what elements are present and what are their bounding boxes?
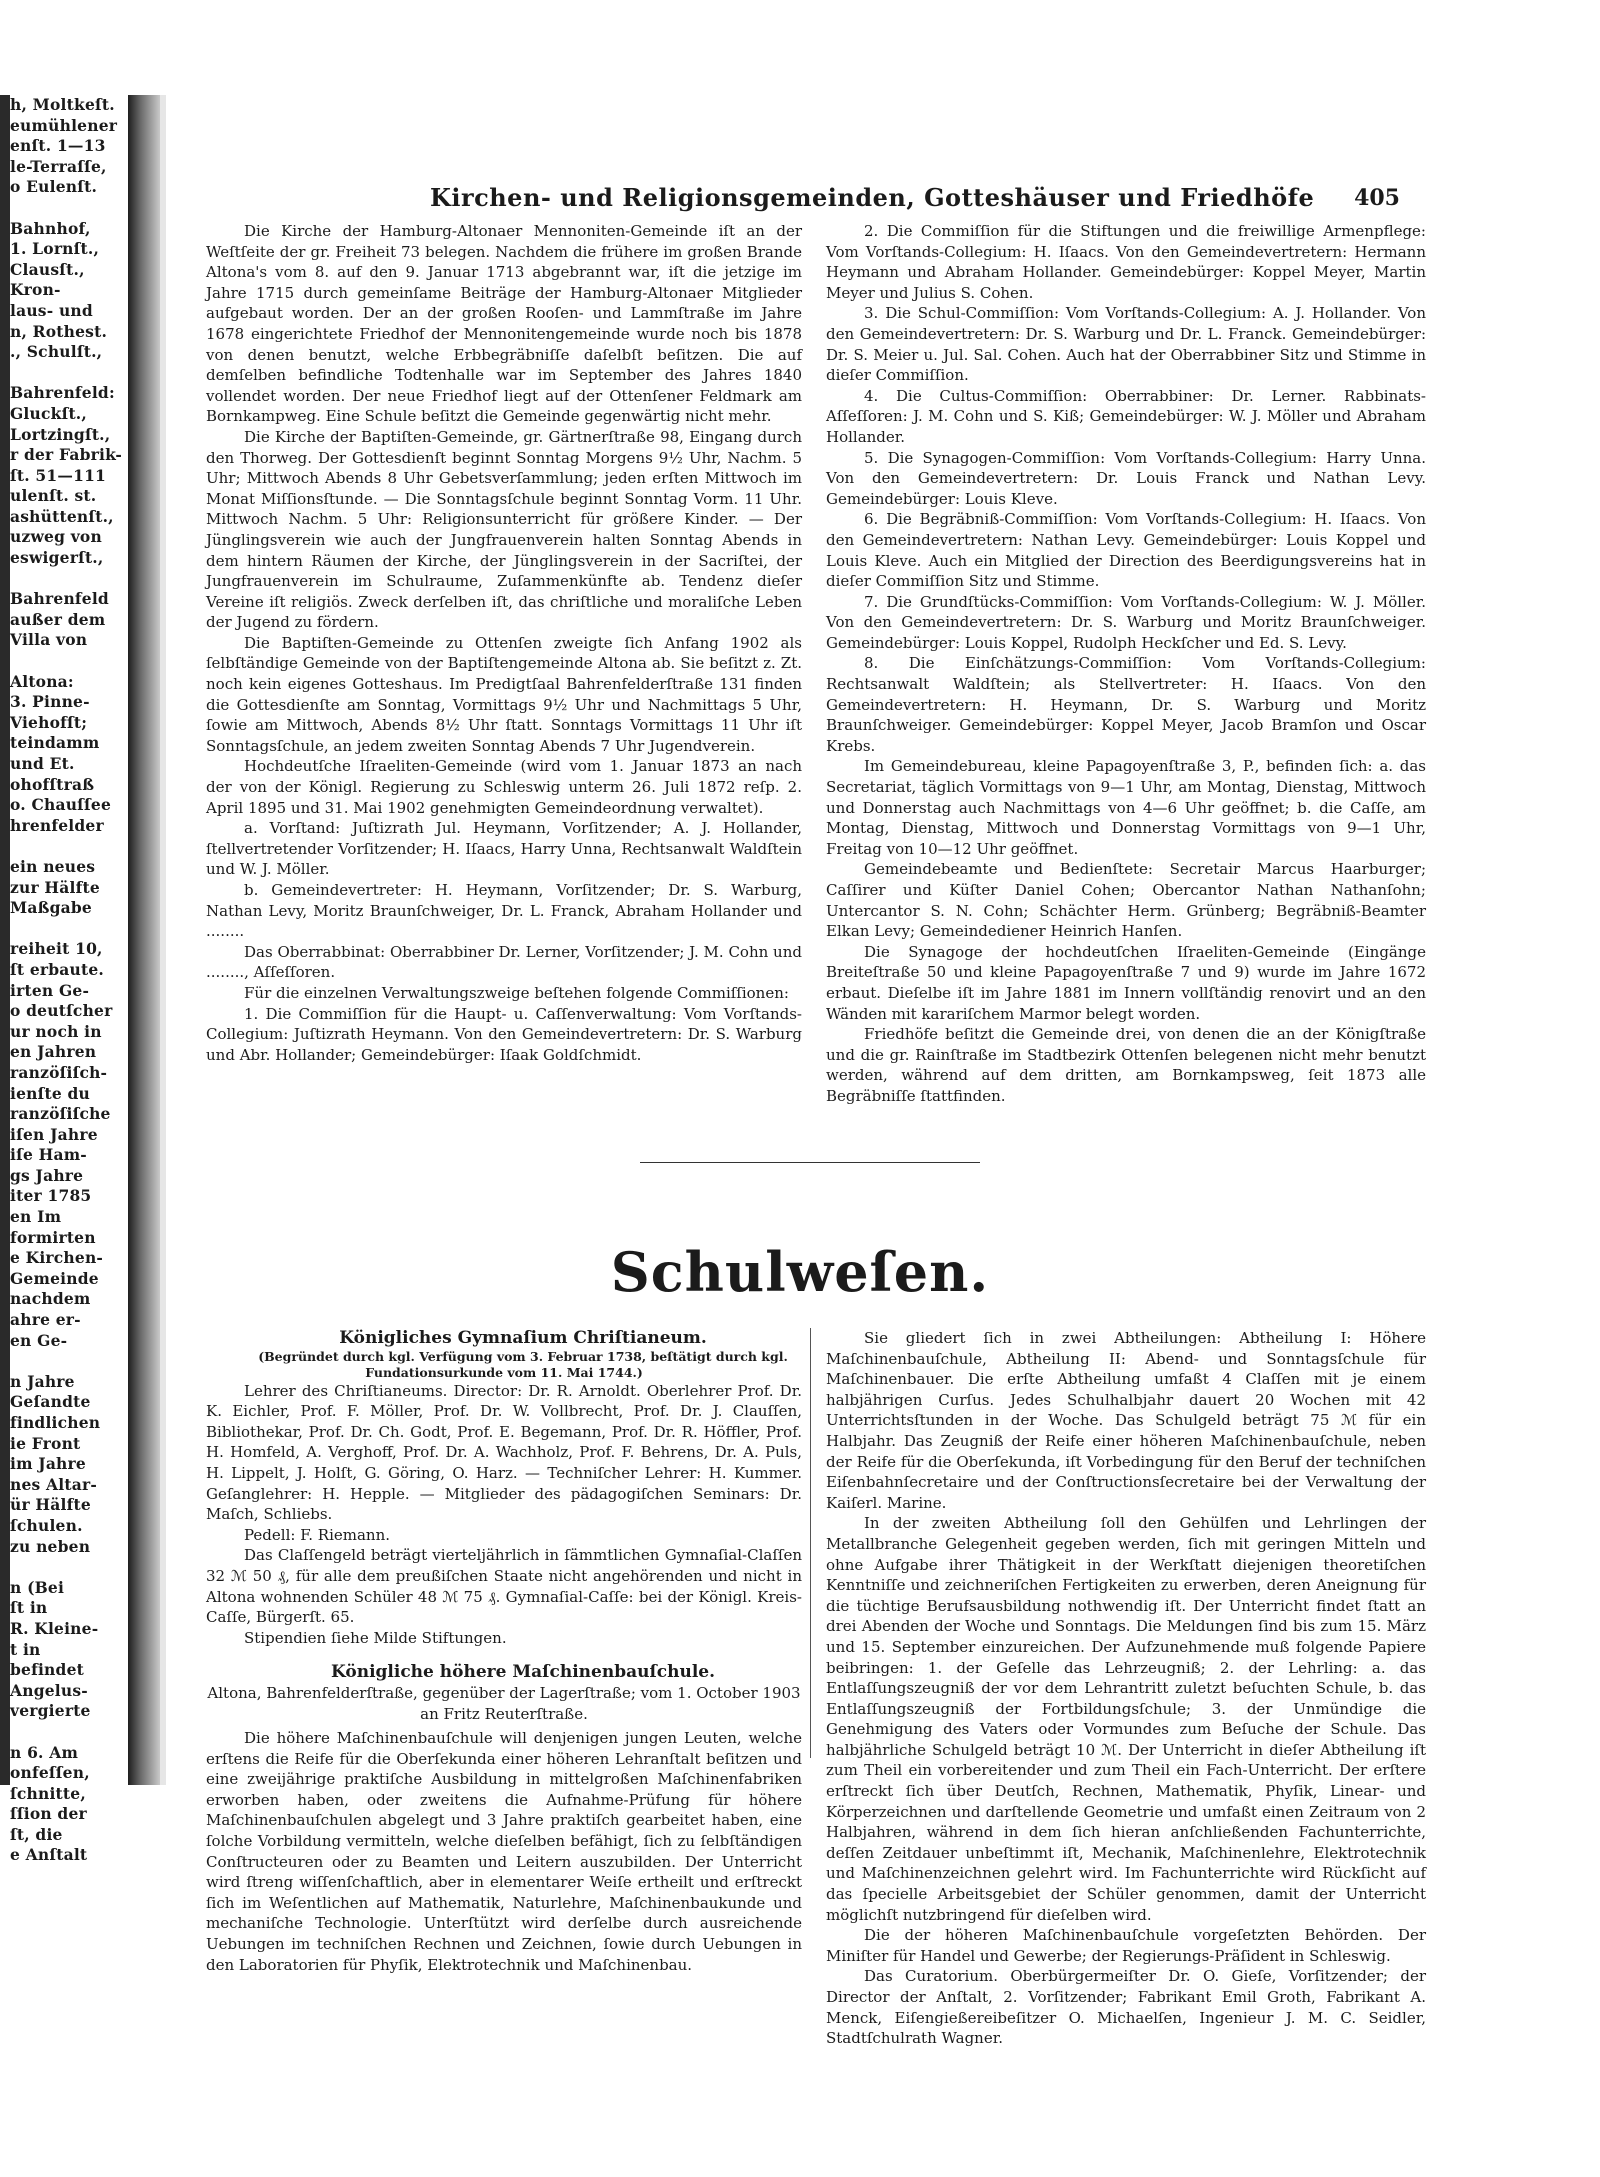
scan-edge [0,95,10,1785]
margin-fragment: ranzöſiſch- [10,1062,108,1082]
margin-fragment: en Jahren [10,1042,97,1062]
margin-fragment: Clausſt., [10,259,85,279]
margin-fragment: o deutſcher [10,1001,113,1021]
margin-fragment [10,836,128,857]
margin-fragment: vergierte [10,1701,91,1721]
margin-fragment: en Im [10,1207,62,1227]
page-header [230,183,1400,217]
margin-fragment: uzweg von [10,527,102,547]
margin-fragment: Maßgabe [10,898,92,918]
column-2 [826,221,1426,1107]
margin-fragment: Bahnhof, [10,218,91,238]
margin-fragment: ur noch in [10,1021,102,1041]
margin-fragment: nes Altar- [10,1474,97,1494]
margin-fragment: ienſte du [10,1083,91,1103]
paragraph-commission-4: 4. Die Cultus-Commiſſion: Oberrabbiner: Dr. Lerner. Rabbinats-Aſſeſſoren: J. M. Cohn und S. Kiß; Gemeindebürger: W. J. Möller und Abraham Hollander. [826,386,1426,446]
paragraph-mennoniten: Die Kirche der Hamburg-Altonaer Mennoniten-Gemeinde iſt an der Weſtſeite der gr. Freiheit 73 belegen. Nachdem die frühere im großen Brande Altona's vom 8. auf den 9. Januar 1713 abgebrannt war, iſt die jetzige im Jahre 1715 durch gemeinſame Beiträge der Hamburg-Altonaer Mitglieder aufgebaut worden. Der an der großen Rooſen- und Lammſtraße im Jahre 1678 eingerichtete Friedhof der Mennonitengemeinde wurde noch bis 1878 von denen benutzt, welche Erbbegräbniſſe daſelbſt beſitzen. Die auf demſelben befindliche Todtenhalle war im September des Jahres 1840 vollendet worden. Der neue Friedhof liegt auf der Ottenſener Feldmark am Bornkampweg. Eine Schule beſitzt die Gemeinde gegenwärtig nicht mehr. [206,222,802,426]
margin-fragment: Gluckſt., [10,403,87,423]
paragraph-beamte: Gemeindebeamte und Bedienſtete: Secretair Marcus Haarburger; Caſſirer und Küſter Daniel Cohen; Obercantor Nathan Nathanſohn; Untercantor S. N. Cohn; Schächter Herm. Grünberg; Begräbniß-Beamter Elkan Levy; Gemeindediener Heinrich Hanſen. [826,860,1426,941]
margin-fragment: Gemeinde [10,1268,99,1288]
margin-fragment: ür Hälfte [10,1495,91,1515]
margin-fragment: ſt, die [10,1824,63,1844]
margin-fragment: ſchulen. [10,1515,83,1535]
paragraph-commission-7: 7. Die Grundſtücks-Commiſſion: Vom Vorſtands-Collegium: W. J. Möller. Von den Gemeindevertretern: Dr. S. Warburg und Moritz Braunſchweiger. Gemeindebürger: Louis Koppel, Rudolph Heckſcher und Ed. S. Levy. [826,592,1426,652]
column-1 [206,221,802,1065]
margin-fragment [10,1351,128,1372]
margin-fragment: le-Terraſſe, [10,156,107,176]
paragraph-commission-6: 6. Die Begräbniß-Commiſſion: Vom Vorſtands-Collegium: H. Iſaacs. Von den Gemeindevertretern: Nathan Levy. Gemeindebürger: Louis Koppel und Louis Kleve. Auch ein Mitglied der Direction des Beerdigungsvereins hat in dieſer Commiſſion Sitz und Stimme. [826,510,1426,591]
margin-fragment: außer dem [10,609,106,629]
margin-fragment: irten Ge- [10,980,90,1000]
margin-fragment: eumühlener [10,115,118,135]
paragraph-pedell: Pedell: F. Riemann. [244,1525,391,1544]
paragraph-oberrabbinat: Das Oberrabbinat: Oberrabbiner Dr. Lerner, Vorſitzender; J. M. Cohn und ........, Aſſeſſoren. [206,942,802,982]
paragraph-zweite-abtheilung: In der zweiten Abtheilung ſoll den Gehülfen und Lehrlingen der Metallbranche Gelegenheit gegeben werden, ſich mit geringen Mitteln und ohne Aufgabe ihrer Thätigkeit in der Werkſtatt diejenigen theoretiſchen Kenntniſſe und zeichneriſchen Fertigkeiten zu erwerben, deren Aneignung für die tüchtige Berufsausbildung nothwendig iſt. Der Unterricht findet ſtatt an drei Abenden der Woche und Sonntags. Die Meldungen ſind bis zum 15. März und 15. September einzureichen. Der Aufzunehmende muß folgende Papiere beibringen: 1. der Geſelle das Lehrzeugniß; 2. der Lehrling: a. das Entlaſſungszeugniß der vor dem Lehrantritt zuletzt beſuchten Schule, b. das Entlaſſungszeugniß der Fortbildungsſchule; 3. der Unmündige die Genehmigung des Vaters oder Vormundes zum Beſuche der Schule. Das halbjährliche Schulgeld beträgt 10 ℳ. Der Unterricht in dieſer Abtheilung iſt zum Theil ein vorbereitender und zum Theil ein Fach-Unterricht. Der erſtere erſtreckt ſich über Deutſch, Rechnen, Mathematik, Phyſik, Linear- und Körperzeichnen und darſtellende Geometrie und umfaßt einen Zeitraum von 2 Halbjahren, während in dem ſich hieran anſchließenden Fachunterrichte, deſſen Zeitdauer unbeſtimmt iſt, Mechanik, Maſchinenlehre, Elektrotechnik und Maſchinenzeichnen gelehrt wird. Im Fachunterrichte wird Rückſicht auf das ſpecielle Arbeitsgebiet der Schüler genommen, damit der Unterricht möglichſt nutzbringend für dieſelben wird. [826,1514,1426,1924]
margin-fragment: ſſion der [10,1804,87,1824]
section-divider [640,1162,980,1163]
column-4 [826,1328,1426,2049]
paragraph-stipendien: Stipendien ſiehe Milde Stiftungen. [244,1628,507,1647]
margin-fragment: o Eulenſt. [10,177,98,197]
margin-fragment: findlichen [10,1413,101,1432]
margin-fragment: gs Jahre [10,1165,84,1185]
margin-fragment: zu neben [10,1536,91,1556]
margin-fragment: n (Bei [10,1577,65,1597]
margin-fragment: en Ge- [10,1330,68,1350]
margin-fragment: n 6. Am [10,1742,79,1762]
margin-fragment: ie Front [10,1433,81,1453]
margin-fragment: t in [10,1639,41,1659]
margin-fragment: Villa von [10,630,88,650]
paragraph-lehrer: Lehrer des Chriſtianeums. Director: Dr. R. Arnoldt. Oberlehrer Prof. Dr. K. Eichler, Prof. F. Möller, Prof. Dr. W. Vollbrecht, Prof. Dr. J. Clauſſen, Bibliothekar, Prof. Dr. Ch. Godt, Prof. E. Begemann, Prof. Dr. R. Höffler, Prof. H. Homfeld, A. Verghoff, Prof. Dr. A. Wachholz, Prof. F. Behrens, Dr. A. Puls, H. Lippelt, J. Holſt, G. Göring, O. Harz. — Techniſcher Lehrer: H. Kummer. Geſanglehrer: H. Hepple. — Mitglieder des pädagogiſchen Seminars: Dr. Maſch, Schliebs. [206,1381,802,1524]
paragraph-maschinenbauschule: Die höhere Maſchinenbauſchule will denjenigen jungen Leuten, welche erſtens die Reife für die Oberſekunda einer höheren Lehranſtalt beſitzen und eine zweijährige praktiſche Ausbildung in mittelgroßen Maſchinenfabriken erworben haben, oder zweitens die Aufnahme-Prüfung für höhere Maſchinenbauſchulen abgelegt und 3 Jahre praktiſch gearbeitet haben, eine ſolche Vorbildung vermitteln, welche dieſelben befähigt, ſich zu ſelbſtändigen Conſtructeuren oder zu Beamten und Leitern auszubilden. Der Unterricht wird ſtreng wiſſenſchaftlich, aber in elementarer Weiſe ertheilt und erſtreckt ſich im Weſentlichen auf Mathematik, Naturlehre, Maſchinenbaukunde und mechaniſche Technologie. Unterſtützt wird derſelbe durch ausreichende Uebungen im techniſchen Rechnen und Zeichnen, ſowie durch Uebungen in den Laboratorien für Phyſik, Elektrotechnik und Maſchinenbau. [206,1729,802,1974]
margin-fragment: und Et. [10,754,75,773]
margin-fragment: ſt. 51—111 [10,465,107,485]
margin-fragment: enſt. 1—13 [10,136,106,156]
maschinenbauschule-heading: Königliche höhere Maſchinenbauſchule. [330,1662,716,1683]
margin-fragment: Bahrenfeld: [10,383,115,403]
section-heading: Schulweſen. [610,1240,990,1304]
margin-fragment: n, Rothest. [10,321,108,341]
margin-fragment: ashüttenſt., [10,506,114,526]
margin-fragment: ſchnitte, [10,1783,86,1803]
margin-fragment: zur Hälfte [10,877,100,897]
margin-fragment: iſe Ham- [10,1145,87,1165]
margin-fragment: ein neues [10,856,96,876]
paragraph-baptisten: Die Kirche der Baptiſten-Gemeinde, gr. Gärtnerſtraße 98, Eingang durch den Thorweg. Der Gottesdienſt beginnt Sonntag Morgens 9½ Uhr, Nachm. 5 Uhr; Mittwoch Abends 8 Uhr Gebetsverſammlung; jeden erſten Mittwoch im Monat Miſſionsſtunde. — Die Sonntagsſchule beginnt Sonntag Vorm. 11 Uhr. Mittwoch Nachm. 5 Uhr: Religionsunterricht für größere Kinder. — Der Jünglingsverein wie auch der Jungfrauenverein halten Sonntag Abends in dem hintern Räumen der Kirche, der Jünglingsverein in der Sacriſtei, der Jungfrauenverein im Schulraume, Zuſammenkünfte ab. Tendenz dieſer Vereine iſt religiös. Zweck derſelben iſt, das chriſtliche und moraliſche Leben der Jugend zu fördern. [206,427,802,632]
margin-fragment: hrenfelder [10,815,104,835]
margin-fragment: ulenſt. st. [10,486,97,506]
page-number: 405 [1354,185,1400,211]
margin-fragment: laus- und [10,300,93,320]
margin-fragment: o. Chauſſee [10,795,112,815]
margin-fragment: e Kirchen- [10,1248,104,1268]
margin-fragment: 3. Pinne- [10,692,90,712]
paragraph-commissionen: Für die einzelnen Verwaltungszweige beſtehen folgende Commiſſionen: [244,983,789,1002]
paragraph-commission-3: 3. Die Schul-Commiſſion: Vom Vorſtands-Collegium: A. J. Hollander. Von den Gemeindevertretern: Dr. S. Warburg und Dr. L. Franck. Gemeindebürger: Dr. S. Meier u. Jul. Sal. Cohen. Auch hat der Oberrabbiner Sitz und Stimme in dieſer Commiſſion. [826,304,1426,385]
margin-fragment: ahre er- [10,1310,81,1330]
left-page-margin [10,95,128,1865]
paragraph-curatorium: Das Curatorium. Oberbürgermeiſter Dr. O. Gieſe, Vorſitzender; der Director der Anſtalt, 2. Vorſitzender; Fabrikant Emil Groth, Fabrikant A. Menck, Eiſengießereibeſitzer O. Michaelſen, Ingenieur J. M. C. Seidler, Stadtſchulrath Wagner. [826,1967,1426,2048]
paragraph-classengeld: Das Claſſengeld beträgt vierteljährlich in ſämmtlichen Gymnaſial-Claſſen 32 ℳ 50 ₰, für alle dem preußiſchen Staate nicht angehörenden und nicht in Altona wohnenden Schüler 48 ℳ 75 ₰. Gymnaſial-Caſſe: bei der Königl. Kreis-Caſſe, Bürgerſt. 65. [206,1546,802,1627]
paragraph-commission-5: 5. Die Synagogen-Commiſſion: Vom Vorſtands-Collegium: Harry Unna. Von den Gemeindevertretern: Dr. Louis Franck und Nathan Levy. Gemeindebürger: Louis Kleve. [826,448,1426,508]
margin-fragment: iſen Jahre [10,1124,98,1144]
gymnasium-heading: Königliches Gymnaſium Chriſtianeum. [339,1328,707,1348]
page-edge [160,95,166,1785]
margin-fragment [10,1557,128,1578]
margin-fragment: im Jahre [10,1454,86,1474]
margin-fragment: ., Schulſt., [10,342,103,362]
maschinenbauschule-address: Altona, Bahrenfelderſtraße, gegenüber der Lagerſtraße; vom 1. October 1903 an Fritz Reuterſtraße. [207,1683,801,1723]
margin-fragment: nachdem [10,1289,91,1309]
margin-fragment: 1. Lornſt., [10,239,100,259]
margin-fragment [10,569,128,590]
margin-fragment: onfeſſen, [10,1763,90,1783]
margin-fragment: Kron- [10,280,61,300]
margin-fragment: Altona: [10,671,74,691]
paragraph-gemeindevertreter: b. Gemeindevertreter: H. Heymann, Vorſitzender; Dr. S. Warburg, Nathan Levy, Moritz Braunſchweiger, Dr. L. Franck, Abraham Hollander und ........ [206,881,802,941]
margin-fragment [10,651,128,672]
margin-fragment: Bahrenfeld [10,589,109,609]
margin-fragment: Geſandte [10,1392,91,1412]
book-spine [128,95,160,1785]
margin-fragment: iter 1785 [10,1186,92,1206]
paragraph-commission-2: 2. Die Commiſſion für die Stiftungen und die freiwillige Armenpflege: Vom Vorſtands-Collegium: H. Iſaacs. Von den Gemeindevertretern: Hermann Heymann und Abraham Hollander. Gemeindebürger: Koppel Meyer, Martin Meyer und Julius S. Cohen. [826,222,1426,302]
margin-fragment [10,919,128,940]
margin-fragment: Angelus- [10,1680,88,1700]
column-3 [206,1328,802,1975]
margin-fragment: befindet [10,1660,84,1680]
margin-fragment: formirten [10,1227,96,1247]
margin-fragment: Lortzingſt., [10,424,111,444]
margin-fragment: ranzöſiſche [10,1104,111,1124]
margin-fragment [10,1722,128,1743]
paragraph-gemeindebureau: Im Gemeindebureau, kleine Papagoyenſtraße 3, P., befinden ſich: a. das Secretariat, täglich Vormittags von 9—1 Uhr, am Montag, Dienstag, Mittwoch und Donnerstag auch Nachmittags von 4—6 Uhr geöffnet; b. die Caſſe, am Montag, Dienstag, Mittwoch und Donnerstag Vormittags von 9—1 Uhr, Freitag von 10—12 Uhr geöffnet. [826,757,1426,858]
paragraph-baptisten-ottensen: Die Baptiſten-Gemeinde zu Ottenſen zweigte ſich Anfang 1902 als ſelbſtändige Gemeinde von der Baptiſtengemeinde Altona ab. Sie beſitzt z. Zt. noch kein eigenes Gotteshaus. Im Predigtſaal Bahrenfelderſtraße 131 finden die Gottesdienſte am Sonntag, Vormittags 9½ Uhr und Nachmittags 5 Uhr, ſowie am Mittwoch, Abends 8½ Uhr ſtatt. Sonntags Vormittags 11 Uhr iſt Sonntagsſchule, an jedem zweiten Sonntag Abends 7 Uhr Jugendverein. [206,633,802,755]
margin-fragment: h, Moltkeſt. [10,95,115,114]
paragraph-friedhoefe: Friedhöfe beſitzt die Gemeinde drei, von denen die an der Königſtraße und die gr. Rainſtraße im Stadtbezirk Ottenſen belegenen nicht mehr benutzt werden, während auf dem dritten, am Bornkampsweg, ſeit 1873 alle Begräbniſſe ſtattfinden. [826,1025,1426,1105]
margin-fragment: r der Fabrik- [10,445,123,465]
margin-fragment: ſt erbaute. [10,959,105,979]
paragraph-behoerden: Die der höheren Maſchinenbauſchule vorgeſetzten Behörden. Der Miniſter für Handel und Gewerbe; der Regierungs-Präſident in Schleswig. [826,1926,1426,1965]
margin-fragment: R. Kleine- [10,1618,99,1638]
paragraph-commission-8: 8. Die Einſchätzungs-Commiſſion: Vom Vorſtands-Collegium: Rechtsanwalt Waldſtein; als Stellvertreter: H. Iſaacs. Von den Gemeindevertretern: H. Heymann, Dr. S. Warburg und Moritz Braunſchweiger. Gemeindebürger: Koppel Meyer, Jacob Bramſon und Oscar Krebs. [826,654,1426,755]
margin-fragment: ohofſtraß [10,774,95,794]
running-title: Kirchen- und Religionsgemeinden, Gotteshäuser und Friedhöfe [430,183,1315,212]
margin-fragment: Viehofſt; [10,712,88,732]
gymnasium-note: (Begründet durch kgl. Verfügung vom 3. Februar 1738, beſtätigt durch kgl. Fundationsurkunde vom 11. Mai 1744.) [258,1348,788,1380]
paragraph-abtheilungen: Sie gliedert ſich in zwei Abtheilungen: Abtheilung I: Höhere Maſchinenbauſchule, Abtheilung II: Abend- und Sonntagsſchule für Maſchinenbauer. Die erſte Abtheilung umfaßt 4 Claſſen mit je einem halbjährigen Curſus. Jedes Schulhalbjahr dauert 20 Wochen mit 42 Unterrichtsſtunden in der Woche. Das Schulgeld beträgt 75 ℳ für ein Halbjahr. Das Zeugniß der Reife einer höheren Maſchinenbauſchule, neben der Reife für die Oberſekunda, iſt Vorbedingung für den Beruf der techniſchen Eiſenbahnſecretaire und der Conſtructionsſecretaire bei der Verwaltung der Kaiſerl. Marine. [826,1329,1426,1512]
margin-fragment [10,363,128,384]
paragraph-synagoge: Die Synagoge der hochdeutſchen Iſraeliten-Gemeinde (Eingänge Breiteſtraße 50 und kleine Papagoyenſtraße 7 und 9) wurde im Jahre 1672 erbaut. Dieſelbe iſt im Jahre 1881 im Innern vollſtändig renovirt und an den Wänden mit karariſchem Marmor belegt worden. [826,942,1426,1023]
margin-fragment: eswigerſt., [10,548,104,568]
paragraph-israeliten: Hochdeutſche Iſraeliten-Gemeinde (wird vom 1. Januar 1873 an nach der von der Königl. Regierung zu Schleswig unterm 26. Juli 1872 reſp. 2. April 1895 und 31. Mai 1902 genehmigten Gemeindeordnung verwaltet). [206,757,802,817]
column-separator [810,1328,811,1758]
margin-fragment: ſt in [10,1598,48,1618]
paragraph-commission-1: 1. Die Commiſſion für die Haupt- u. Caſſenverwaltung: Vom Vorſtands-Collegium: Juſtizrath Heymann. Von den Gemeindevertretern: Dr. S. Warburg und Abr. Hollander; Gemeindebürger: Iſaak Goldſchmidt. [206,1004,802,1064]
margin-fragment: teindamm [10,733,100,753]
paragraph-vorstand: a. Vorſtand: Juſtizrath Jul. Heymann, Vorſitzender; A. J. Hollander, ſtellvertretender Vorſitzender; H. Iſaacs, Harry Unna, Rechtsanwalt Waldſtein und W. J. Möller. [206,819,802,879]
margin-fragment [10,198,128,219]
margin-fragment: n Jahre [10,1371,75,1391]
margin-fragment: e Anſtalt [10,1845,88,1865]
margin-fragment: reiheit 10, [10,939,103,959]
